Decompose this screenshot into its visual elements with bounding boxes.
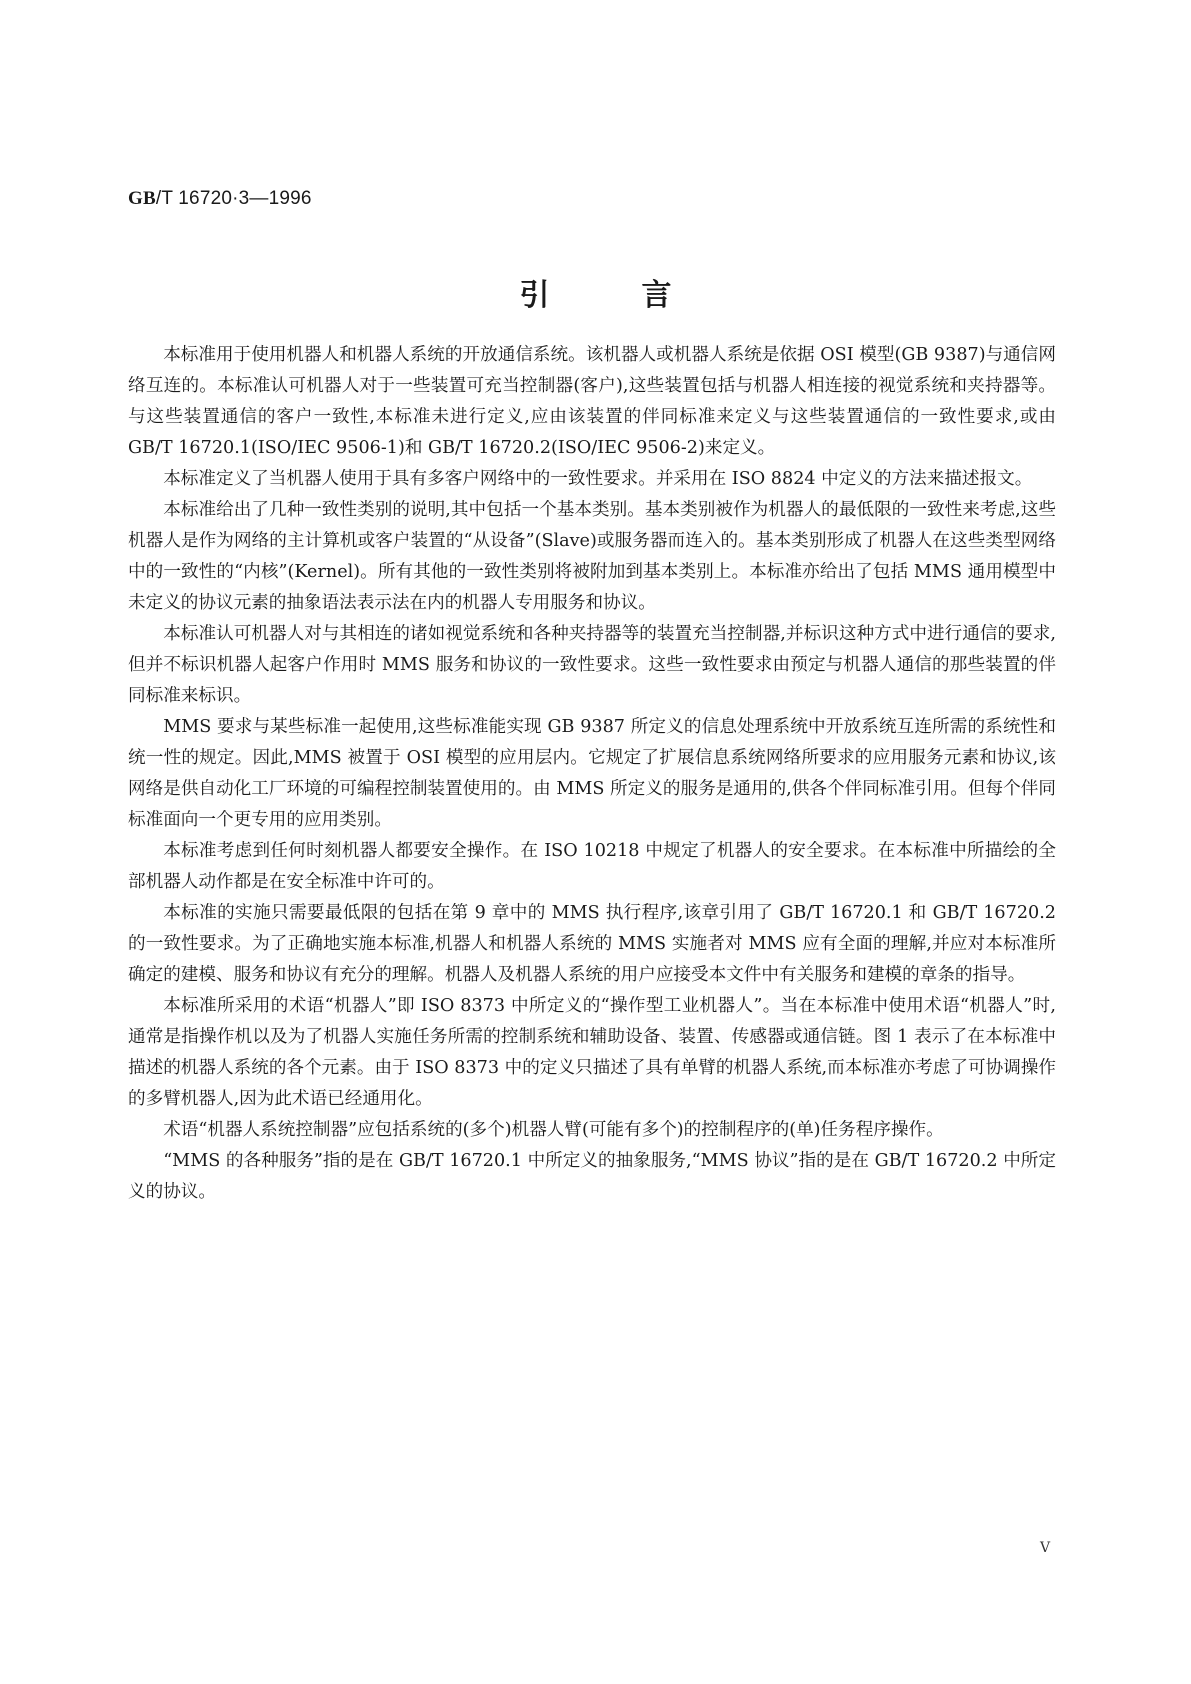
page-title-char-2: 言 — [641, 278, 672, 313]
standard-code-number: /T 16720·3—1996 — [155, 188, 312, 209]
page-title — [0, 270, 1191, 314]
paragraph: 本标准定义了当机器人使用于具有多客户网络中的一致性要求。并采用在 ISO 8824 中定义的方法来描述报文。 — [163, 469, 1033, 489]
paragraph: “MMS 的各种服务”指的是在 GB/T 16720.1 中所定义的抽象服务,“MMS 协议”指的是在 GB/T 16720.2 中所定义的协议。 — [128, 1151, 1056, 1202]
paragraph: 本标准的实施只需要最低限的包括在第 9 章中的 MMS 执行程序,该章引用了 GB/T 16720.1 和 GB/T 16720.2 的一致性要求。为了正确地实施本标准,机器人和机器人系统的 MMS 实施者对 MMS 应有全面的理解,并应对本标准所确定的建模、服务和协议有充分的理解。机器人及机器人系统的用户应接受本文件中有关服务和建模的章条的指导。 — [128, 903, 1056, 985]
paragraph: 本标准给出了几种一致性类别的说明,其中包括一个基本类别。基本类别被作为机器人的最低限的一致性来考虑,这些机器人是作为网络的主计算机或客户装置的“从设备”(Slave)或服务器而连入的。基本类别形成了机器人在这些类型网络中的一致性的“内核”(Kernel)。所有其他的一致性类别将被附加到基本类别上。本标准亦给出了包括 MMS 通用模型中未定义的协议元素的抽象语法表示法在内的机器人专用服务和协议。 — [128, 500, 1056, 613]
page-title-char-1: 引 — [519, 278, 550, 313]
paragraph: 本标准认可机器人对与其相连的诸如视觉系统和各种夹持器等的装置充当控制器,并标识这种方式中进行通信的要求,但并不标识机器人起客户作用时 MMS 服务和协议的一致性要求。这些一致性要求由预定与机器人通信的那些装置的伴同标准来标识。 — [128, 624, 1056, 706]
page-number: V — [1040, 1540, 1051, 1556]
standard-code-prefix: GB — [128, 188, 156, 209]
standard-code — [128, 188, 312, 210]
paragraph: 本标准用于使用机器人和机器人系统的开放通信系统。该机器人或机器人系统是依据 OSI 模型(GB 9387)与通信网络互连的。本标准认可机器人对于一些装置可充当控制器(客户),这些装置包括与机器人相连接的视觉系统和夹持器等。与这些装置通信的客户一致性,本标准未进行定义,应由该装置的伴同标准来定义与这些装置通信的一致性要求,或由 GB/T 16720.1(ISO/IEC 9506-1)和 GB/T 16720.2(ISO/IEC 9506-2)来定义。 — [128, 345, 1056, 458]
paragraph: 本标准所采用的术语“机器人”即 ISO 8373 中所定义的“操作型工业机器人”。当在本标准中使用术语“机器人”时,通常是指操作机以及为了机器人实施任务所需的控制系统和辅助设备、装置、传感器或通信链。图 1 表示了在本标准中描述的机器人系统的各个元素。由于 ISO 8373 中的定义只描述了具有单臂的机器人系统,而本标准亦考虑了可协调操作的多臂机器人,因为此术语已经通用化。 — [128, 996, 1056, 1109]
introduction-body — [128, 340, 1056, 1208]
paragraph: 术语“机器人系统控制器”应包括系统的(多个)机器人臂(可能有多个)的控制程序的(单)任务程序操作。 — [163, 1120, 944, 1140]
paragraph: MMS 要求与某些标准一起使用,这些标准能实现 GB 9387 所定义的信息处理系统中开放系统互连所需的系统性和统一性的规定。因此,MMS 被置于 OSI 模型的应用层内。它规定了扩展信息系统网络所要求的应用服务元素和协议,该网络是供自动化工厂环境的可编程控制装置使用的。由 MMS 所定义的服务是通用的,供各个伴同标准引用。但每个伴同标准面向一个更专用的应用类别。 — [128, 717, 1056, 830]
paragraph: 本标准考虑到任何时刻机器人都要安全操作。在 ISO 10218 中规定了机器人的安全要求。在本标准中所描绘的全部机器人动作都是在安全标准中许可的。 — [128, 841, 1056, 892]
